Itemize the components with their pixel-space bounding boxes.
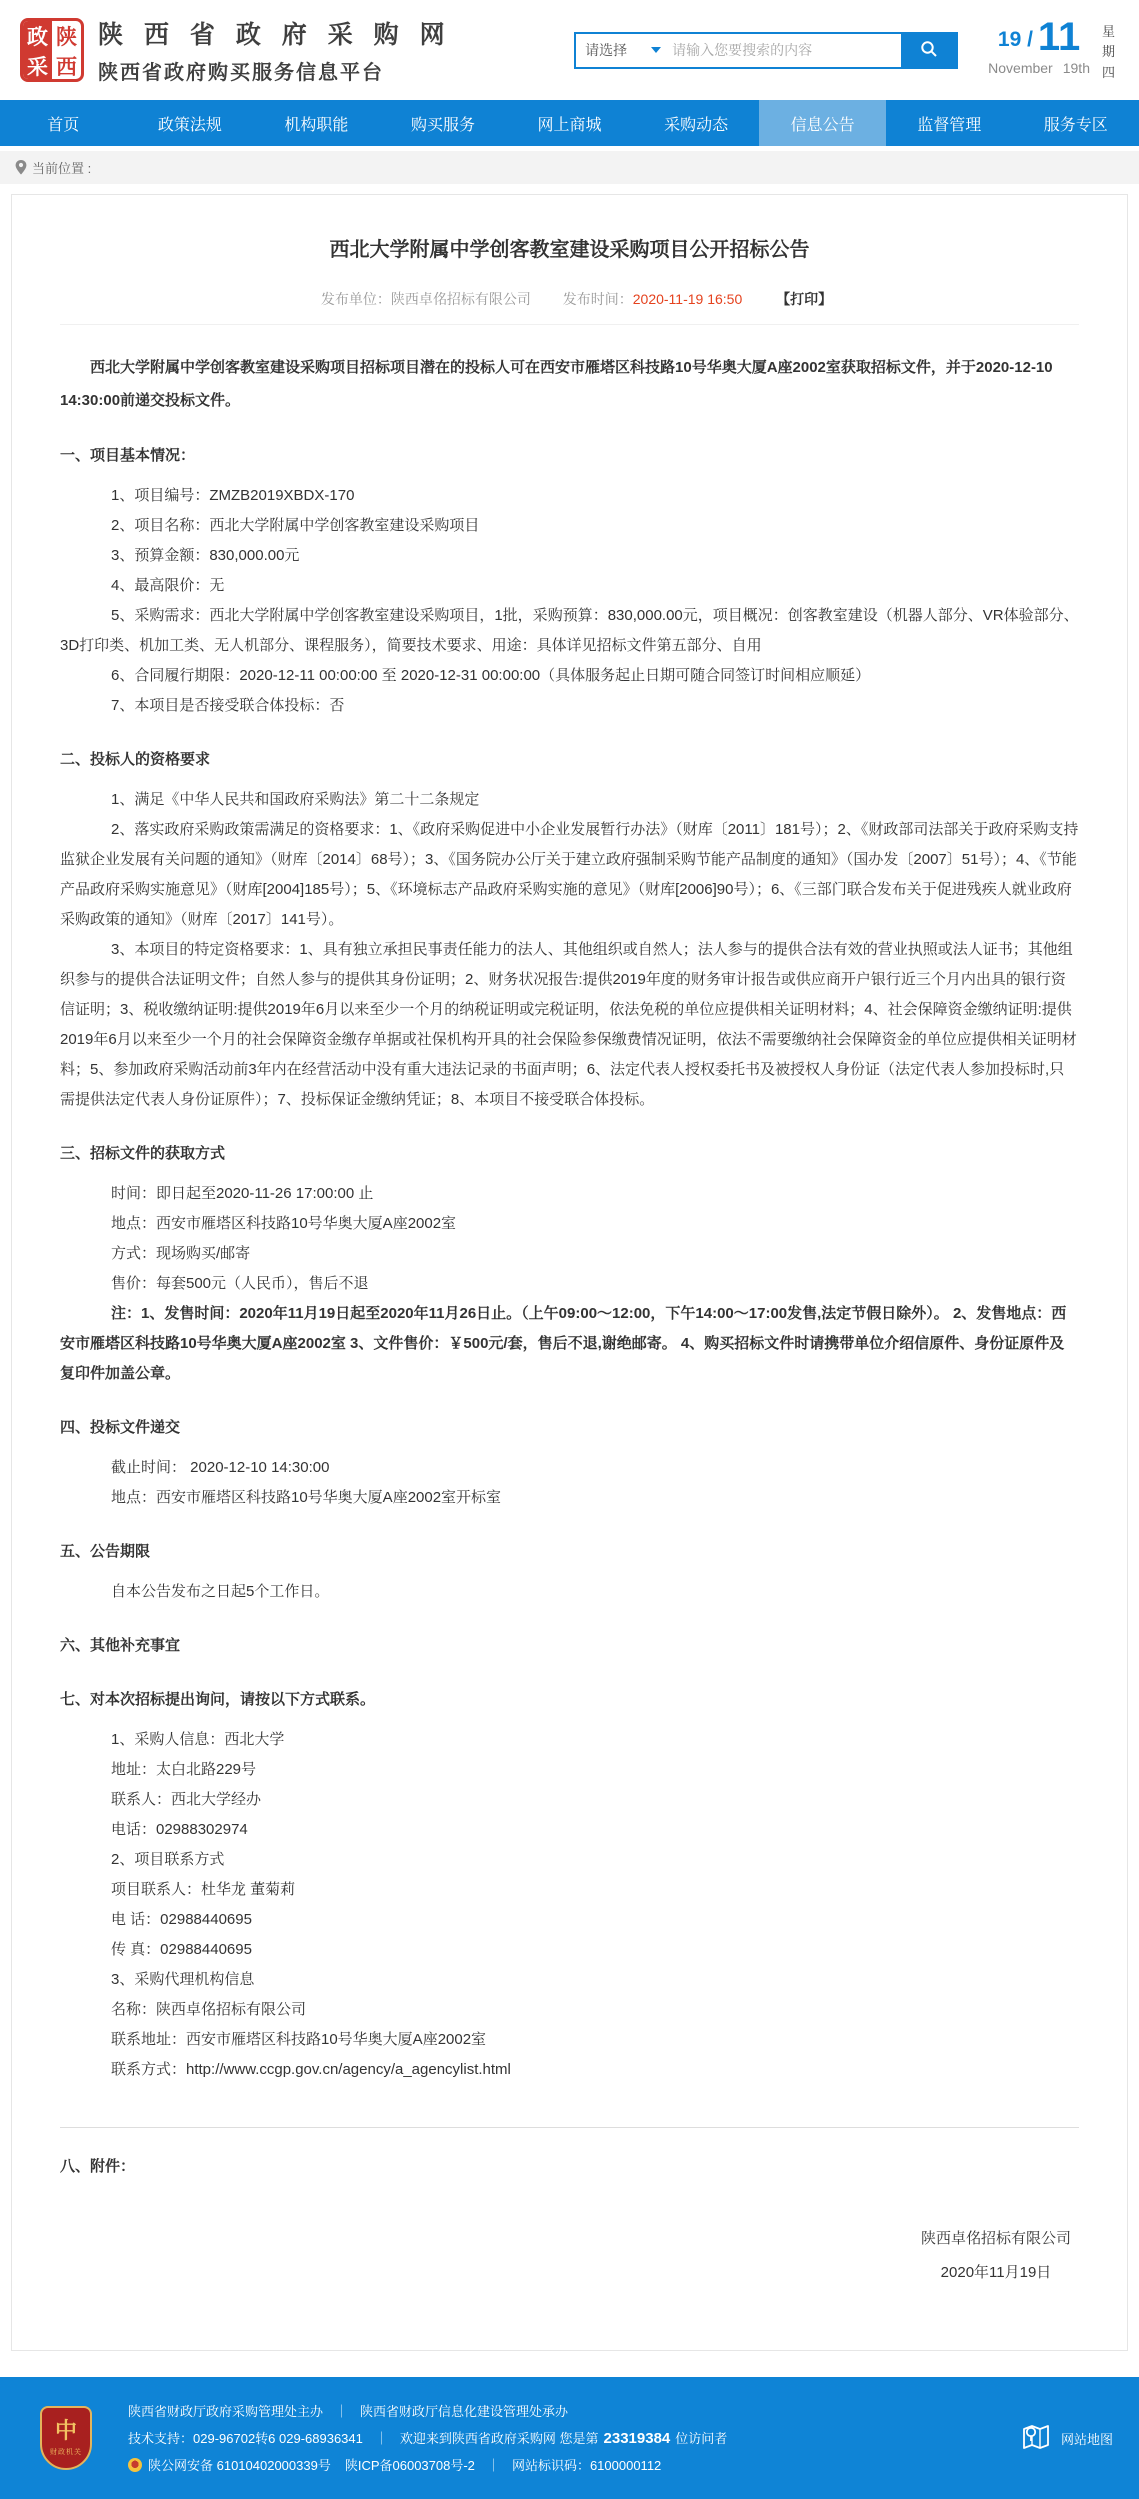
publish-time-label: 发布时间： bbox=[563, 291, 633, 307]
article-paragraph: 3、本项目的特定资格要求：1、具有独立承担民事责任能力的法人、其他组织或自然人；法人参与的提供合法有效的营业执照或法人证书；其他组织参与的提供合法证明文件；自然人参与的提供其身份证明；2、财务状况报告:提供2019年度的财务审计报告或供应商开户银行近三个月内出具的银行资信证明；3、税收缴纳证明:提供2019年6月以来至少一个月的纳税证明或完税证明，依法免税的单位应提供相关证明材料；4、社会保障资金缴纳证明:提供2019年6月以来至少一个月的社会保障资金缴存单据或社保机构开具的社会保险参保缴费情况证明，依法不需要缴纳社会保障资金的单位应提供相关证明材料；5、参加政府采购活动前3年内在经营活动中没有重大违法记录的书面声明；6、法定代表人授权委托书及被授权人身份证（法定代表人参加投标时,只需提供法定代表人身份证原件）；7、投标保证金缴纳凭证；8、本项目不接受联合体投标。 bbox=[60, 935, 1079, 1115]
signature-block bbox=[60, 2222, 1079, 2290]
map-icon bbox=[1019, 2420, 1053, 2457]
article-paragraph: 方式：现场购买/邮寄 bbox=[60, 1239, 1079, 1269]
article-paragraph: 3、采购代理机构信息 bbox=[60, 1965, 1079, 1995]
site-subtitle: 陕西省政府购买服务信息平台 bbox=[98, 56, 452, 85]
footer-tech-support: 技术支持：029-96702转6 029-68936341 bbox=[128, 2431, 363, 2446]
article-paragraph: 2、项目名称：西北大学附属中学创客教室建设采购项目 bbox=[60, 511, 1079, 541]
police-badge-icon bbox=[128, 2458, 142, 2472]
finance-badge-icon bbox=[40, 2406, 92, 2470]
print-button[interactable]: 【打印】 bbox=[776, 291, 832, 307]
article-paragraph: 时间：即日起至2020-11-26 17:00:00 止 bbox=[60, 1179, 1079, 1209]
nav-item-首页[interactable]: 首页 bbox=[0, 100, 127, 146]
nav-item-政策法规[interactable]: 政策法规 bbox=[127, 100, 254, 146]
divider bbox=[60, 2127, 1079, 2128]
section-heading: 八、附件： bbox=[60, 2152, 1079, 2182]
footer-security-record[interactable]: 陕公网安备 61010402000339号 bbox=[148, 2458, 331, 2473]
section-heading: 一、项目基本情况： bbox=[60, 441, 1079, 471]
site-footer bbox=[0, 2377, 1139, 2499]
footer-organizer: 陕西省财政厅政府采购管理处主办 bbox=[128, 2404, 323, 2419]
footer-line-1 bbox=[128, 2398, 727, 2425]
article-paragraph: 5、采购需求：西北大学附属中学创客教室建设采购项目，1批，采购预算：830,000.00元，项目概况：创客教室建设（机器人部分、VR体验部分、3D打印类、机加工类、无人机部分、课程服务），简要技术要求、用途：具体详见招标文件第五部分、自用 bbox=[60, 601, 1079, 661]
nav-item-机构职能[interactable]: 机构职能 bbox=[253, 100, 380, 146]
section-heading: 六、其他补充事宜 bbox=[60, 1631, 1079, 1661]
breadcrumb bbox=[0, 151, 1139, 184]
footer-line-2 bbox=[128, 2425, 727, 2452]
article-paragraph: 名称：陕西卓佲招标有限公司 bbox=[60, 1995, 1079, 2025]
section-heading: 三、招标文件的获取方式 bbox=[60, 1139, 1079, 1169]
logo-char: 政 bbox=[23, 21, 52, 51]
article-paragraph: 截止时间： 2020-12-10 14:30:00 bbox=[60, 1453, 1079, 1483]
search-icon bbox=[920, 40, 938, 61]
article-paragraph: 1、项目编号：ZMZB2019XBDX-170 bbox=[60, 481, 1079, 511]
article-paragraph: 7、本项目是否接受联合体投标：否 bbox=[60, 691, 1079, 721]
location-pin-icon bbox=[15, 160, 27, 175]
date-month-name: November bbox=[988, 60, 1053, 76]
page-title: 西北大学附属中学创客教室建设采购项目公开招标公告 bbox=[60, 233, 1079, 262]
badge-label: 财政机关 bbox=[50, 2447, 82, 2457]
section-heading: 七、对本次招标提出询问，请按以下方式联系。 bbox=[60, 1685, 1079, 1715]
sitemap-label: 网站地图 bbox=[1061, 2429, 1113, 2448]
article-paragraph: 联系人：西北大学经办 bbox=[60, 1785, 1079, 1815]
nav-item-监督管理[interactable]: 监督管理 bbox=[886, 100, 1013, 146]
nav-item-服务专区[interactable]: 服务专区 bbox=[1013, 100, 1139, 146]
main-nav bbox=[0, 100, 1139, 146]
signature-company: 陕西卓佲招标有限公司 bbox=[921, 2230, 1071, 2247]
article-paragraph: 项目联系人：杜华龙 董菊莉 bbox=[60, 1875, 1079, 1905]
separator: ｜ bbox=[487, 2458, 500, 2473]
date-day: 19 / bbox=[998, 28, 1033, 57]
site-logo bbox=[20, 18, 84, 82]
article-paragraph: 传 真：02988440695 bbox=[60, 1935, 1079, 1965]
search-box bbox=[574, 32, 958, 69]
search-input[interactable] bbox=[670, 34, 901, 67]
article-paragraph: 联系方式：http://www.ccgp.gov.cn/agency/a_agencylist.html bbox=[60, 2055, 1079, 2085]
logo-char: 陕 bbox=[52, 21, 81, 51]
footer-lines bbox=[128, 2398, 727, 2479]
article-paragraph: 3、预算金额：830,000.00元 bbox=[60, 541, 1079, 571]
article-paragraph: 自本公告发布之日起5个工作日。 bbox=[60, 1577, 1079, 1607]
footer-undertaker: 陕西省财政厅信息化建设管理处承办 bbox=[360, 2404, 568, 2419]
article-paragraph: 地点：西安市雁塔区科技路10号华奥大厦A座2002室开标室 bbox=[60, 1483, 1079, 1513]
date-weekday bbox=[1102, 17, 1115, 82]
publisher-name: 陕西卓佲招标有限公司 bbox=[391, 291, 531, 307]
article-body bbox=[60, 351, 1079, 2182]
announcement-card bbox=[11, 194, 1128, 2351]
date-ordinal: 19th bbox=[1063, 60, 1090, 76]
article-paragraph: 注：1、发售时间：2020年11月19日起至2020年11月26日止。（上午09:00～12:00，下午14:00～17:00发售,法定节假日除外）。 2、发售地点：西安市雁塔区科技路10号华奥大厦A座2002室 3、文件售价：￥500元/套，售后不退,谢绝邮寄。 4、购买招标文件时请携带单位介绍信原件、身份证原件及复印件加盖公章。 bbox=[60, 1299, 1079, 1389]
section-heading: 四、投标文件递交 bbox=[60, 1413, 1079, 1443]
weekday-char: 期 bbox=[1102, 42, 1115, 62]
nav-item-购买服务[interactable]: 购买服务 bbox=[380, 100, 507, 146]
site-title: 陕 西 省 政 府 采 购 网 bbox=[98, 15, 452, 51]
nav-item-网上商城[interactable]: 网上商城 bbox=[506, 100, 633, 146]
article-paragraph: 1、采购人信息：西北大学 bbox=[60, 1725, 1079, 1755]
logo-char: 西 bbox=[52, 51, 81, 81]
article-paragraph: 西北大学附属中学创客教室建设采购项目招标项目潜在的投标人可在西安市雁塔区科技路10号华奥大厦A座2002室获取招标文件，并于2020-12-10 14:30:00前递交投标文件。 bbox=[60, 351, 1079, 417]
footer-icp-record[interactable]: 陕ICP备06003708号-2 bbox=[345, 2458, 475, 2473]
article-paragraph: 联系地址：西安市雁塔区科技路10号华奥大厦A座2002室 bbox=[60, 2025, 1079, 2055]
article-paragraph: 地点：西安市雁塔区科技路10号华奥大厦A座2002室 bbox=[60, 1209, 1079, 1239]
search-category-value: 请选择 bbox=[585, 40, 627, 60]
article-paragraph: 2、项目联系方式 bbox=[60, 1845, 1079, 1875]
chevron-down-icon bbox=[651, 47, 661, 53]
search-category-select[interactable] bbox=[576, 34, 670, 67]
article-paragraph: 2、落实政府采购政策需满足的资格要求：1、《政府采购促进中小企业发展暂行办法》（财库〔2011〕181号）；2、《财政部司法部关于政府采购支持监狱企业发展有关问题的通知》（财库〔2014〕68号）；3、《国务院办公厅关于建立政府强制采购节能产品制度的通知》（国办发〔2007〕51号）；4、《节能产品政府采购实施意见》（财库[2004]185号）；5、《环境标志产品政府采购实施的意见》（财库[2006]90号）；6、《三部门联合发布关于促进残疾人就业政府采购政策的通知》（财库〔2017〕141号）。 bbox=[60, 815, 1079, 935]
breadcrumb-label: 当前位置 : bbox=[32, 158, 91, 177]
article-paragraph: 售价：每套500元（人民币），售后不退 bbox=[60, 1269, 1079, 1299]
article-paragraph: 电话：02988302974 bbox=[60, 1815, 1079, 1845]
article-paragraph: 4、最高限价：无 bbox=[60, 571, 1079, 601]
date-month: 11 bbox=[1038, 17, 1080, 57]
weekday-char: 四 bbox=[1102, 63, 1115, 83]
badge-emblem: 中 bbox=[55, 2420, 77, 2442]
site-header bbox=[0, 0, 1139, 100]
footer-visitor-suffix: 位访问者 bbox=[675, 2431, 727, 2446]
section-heading: 五、公告期限 bbox=[60, 1537, 1079, 1567]
footer-line-3 bbox=[128, 2452, 727, 2479]
footer-site-code: 网站标识码：6100000112 bbox=[512, 2458, 661, 2473]
article-paragraph: 6、合同履行期限：2020-12-11 00:00:00 至 2020-12-31 00:00:00（具体服务起止日期可随合同签订时间相应顺延） bbox=[60, 661, 1079, 691]
search-button[interactable] bbox=[901, 34, 956, 67]
signature-date: 2020年11月19日 bbox=[941, 2264, 1052, 2281]
footer-welcome: 欢迎来到陕西省政府采购网 您是第 bbox=[400, 2431, 599, 2446]
date-widget bbox=[988, 17, 1115, 82]
logo-char: 采 bbox=[23, 51, 52, 81]
article-paragraph: 地址：太白北路229号 bbox=[60, 1755, 1079, 1785]
publish-time: 2020-11-19 16:50 bbox=[633, 291, 743, 307]
article-paragraph: 电 话：02988440695 bbox=[60, 1905, 1079, 1935]
publish-info bbox=[60, 289, 1079, 325]
visitor-count: 23319384 bbox=[604, 2430, 671, 2447]
weekday-char: 星 bbox=[1102, 22, 1115, 42]
separator: ｜ bbox=[375, 2431, 388, 2446]
article-paragraph: 1、满足《中华人民共和国政府采购法》第二十二条规定 bbox=[60, 785, 1079, 815]
site-titles bbox=[98, 15, 452, 85]
nav-item-采购动态[interactable]: 采购动态 bbox=[633, 100, 760, 146]
sitemap-link[interactable] bbox=[1019, 2420, 1113, 2457]
nav-item-信息公告[interactable]: 信息公告 bbox=[759, 100, 886, 146]
section-heading: 二、投标人的资格要求 bbox=[60, 745, 1079, 775]
publisher-label: 发布单位： bbox=[321, 291, 391, 307]
separator: ｜ bbox=[335, 2404, 348, 2419]
